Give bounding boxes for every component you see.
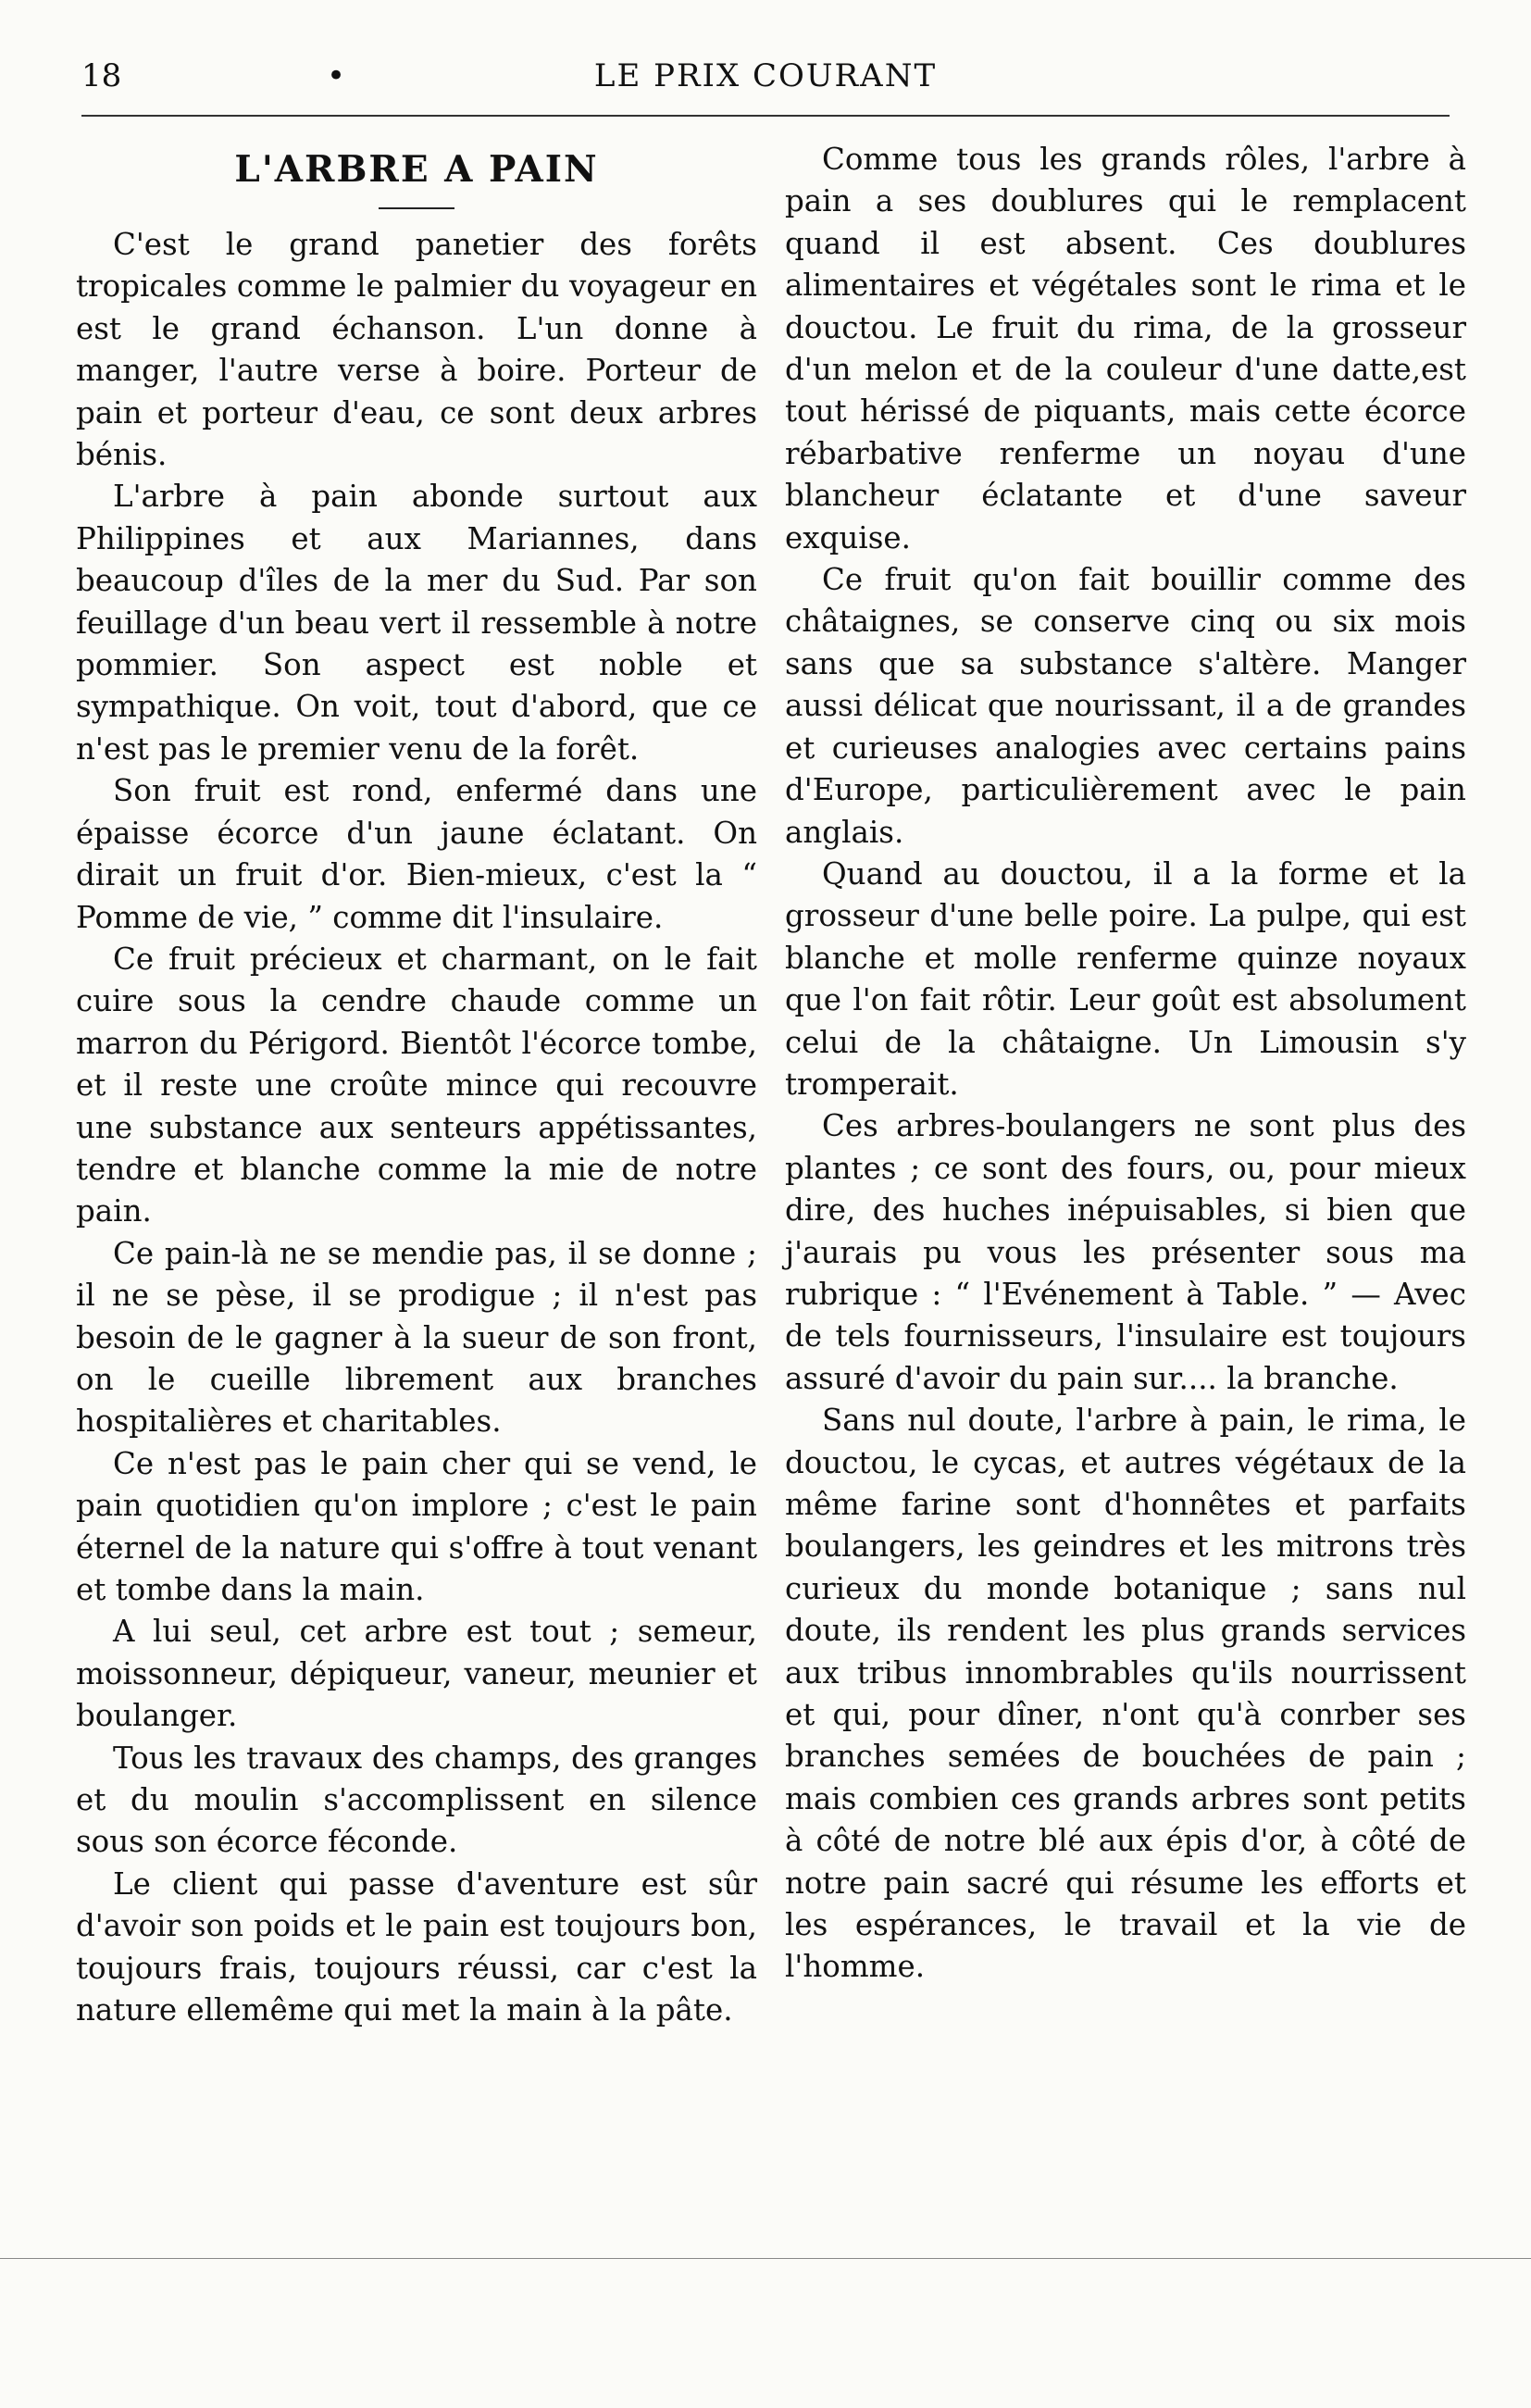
header-ornament: • (327, 57, 346, 94)
paragraph: Le client qui passe d'aventure est sûr d'avoir son poids et le pain est toujours bon, toujours frais, toujours réussi, car c'est la nature ellemême qui met la main à la pâte. (76, 1865, 757, 2028)
paragraph: Ce fruit précieux et charmant, on le fait cuire sous la cendre chaude comme un marron du Périgord. Bientôt l'écorce tombe, et il reste une croûte mince qui recouvre une substance aux senteurs appétissantes, tendre et blanche comme la mie de notre pain. (76, 941, 757, 1229)
title-rule (379, 207, 454, 209)
paragraph: L'arbre à pain abonde surtout aux Philippines et aux Mariannes, dans beaucoup d'îles de la mer du Sud. Par son feuillage d'un beau vert il ressemble à notre pommier. Son aspect est noble et sympathique. On voit, tout d'abord, que ce n'est pas le premier venu de la forêt. (76, 479, 757, 767)
header-rule (81, 115, 1450, 117)
paragraph: Comme tous les grands rôles, l'arbre à pain a ses doublures qui le remplacent quand il est absent. Ces doublures alimentaires et végétales sont le rima et le douctou. Le fruit du rima, de la grosseur d'un melon et de la couleur d'une datte,est tout hérissé de piquants, mais cette écorce rébarbative renferme un noyau d'une blancheur éclatante et d'une saveur exquise. (785, 142, 1466, 555)
running-title: LE PRIX COURANT (593, 57, 938, 94)
paragraph: A lui seul, cet arbre est tout ; semeur, moissonneur, dépiqueur, vaneur, meunier et boulanger. (76, 1614, 757, 1734)
article-title: L'ARBRE A PAIN (234, 148, 599, 191)
page-header (81, 57, 1450, 113)
left-column (76, 139, 757, 2031)
page-number: 18 (81, 57, 122, 94)
scan-fold-line (0, 2258, 1531, 2259)
paragraph: C'est le grand panetier des forêts tropicales comme le palmier du voyageur en est le grand échanson. L'un donne à manger, l'autre verse à boire. Porteur de pain et porteur d'eau, ce sont deux arbres bénis. (76, 227, 757, 473)
paragraph: Ce fruit qu'on fait bouillir comme des châtaignes, se conserve cinq ou six mois sans que sa substance s'altère. Manger aussi délicat que nourissant, il a de grandes et curieuses analogies avec certains pains d'Europe, particulièrement avec le pain anglais. (785, 562, 1466, 850)
paragraph: Ce n'est pas le pain cher qui se vend, le pain quotidien qu'on implore ; c'est le pain éternel de la nature qui s'offre à tout venant et tombe dans la main. (76, 1445, 757, 1607)
paragraph: Quand au douctou, il a la forme et la grosseur d'une belle poire. La pulpe, qui est blanche et molle renferme quinze noyaux que l'on fait rôtir. Leur goût est absolument celui de la châtaigne. Un Limousin s'y tromperait. (785, 855, 1466, 1102)
paragraph: Ces arbres-boulangers ne sont plus des plantes ; ce sont des fours, ou, pour mieux dire, des huches inépuisables, si bien que j'aurais pu vous les présenter sous ma rubrique : “ l'Evénement à Table. ” — Avec de tels fournisseurs, l'insulaire est toujours assuré d'avoir du pain sur.... la branche. (785, 1108, 1466, 1396)
paragraph: Ce pain-là ne se mendie pas, il se donne ; il ne se pèse, il se prodigue ; il n'est pas besoin de le gagner à la sueur de son front, on le cueille librement aux branches hospitalières et charitables. (76, 1235, 757, 1440)
right-column (785, 139, 1466, 1989)
paragraph: Son fruit est rond, enfermé dans une épaisse écorce d'un jaune éclatant. On dirait un fruit d'or. Bien-mieux, c'est la “ Pomme de vie, ” comme dit l'insulaire. (76, 773, 757, 935)
paragraph: Sans nul doute, l'arbre à pain, le rima, le douctou, le cycas, et autres végétaux de la même farine sont d'honnêtes et parfaits boulangers, les geindres et les mitrons très curieux du monde botanique ; sans nul doute, ils rendent les plus grands services aux tribus innombrables qu'ils nourrissent et qui, pour dîner, n'ont qu'à conrber ses branches semées de bouchées de pain ; mais combien ces grands arbres sont petits à côté de notre blé aux épis d'or, à côté de notre pain sacré qui résume les efforts et les espérances, le travail et la vie de l'homme. (785, 1403, 1466, 1985)
paragraph: Tous les travaux des champs, des granges et du moulin s'accomplissent en silence sous son écorce féconde. (76, 1740, 757, 1860)
